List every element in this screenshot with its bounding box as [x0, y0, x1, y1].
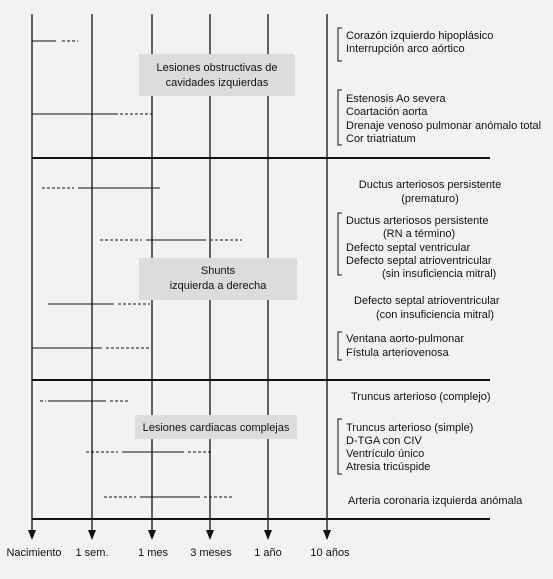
axis-label-1-month: 1 mes — [138, 547, 168, 559]
axis-birth-arrow — [28, 530, 36, 540]
label-avsd-mitral-sub: (con insuficiencia mitral) — [376, 309, 494, 321]
label-vsd: Defecto septal ventricular — [346, 242, 471, 254]
label-tapvr: Drenaje venoso pulmonar anómalo total — [346, 120, 542, 132]
label-truncus-simple: Truncus arterioso (simple) — [346, 422, 474, 434]
brackets — [338, 28, 342, 474]
group-obstructive-title-line2: cavidades izquierdas — [165, 77, 269, 89]
label-hypoplastic-left-heart: Corazón izquierdo hipoplásico — [346, 30, 494, 42]
group-obstructive-box — [139, 54, 295, 96]
axis-1-month-arrow — [148, 530, 156, 540]
bracket-stenosis — [338, 90, 342, 145]
label-avsd-no-mitral: Defecto septal atrioventricular — [346, 255, 492, 267]
axis-label-birth: Nacimiento — [6, 547, 62, 559]
label-coarctation: Coartación aorta — [346, 106, 428, 118]
axis-label-3-months: 3 meses — [190, 547, 232, 559]
label-truncus-complex: Truncus arterioso (complejo) — [351, 391, 491, 403]
axis-1-week-arrow — [88, 530, 96, 540]
axis-label-10-years: 10 años — [310, 547, 350, 559]
label-single-ventricle: Ventrículo único — [346, 448, 425, 460]
label-aortic-stenosis: Estenosis Ao severa — [346, 93, 446, 105]
axis-label-1-year: 1 año — [254, 547, 282, 559]
axis-3-months-arrow — [206, 530, 214, 540]
axis-1-year-arrow — [264, 530, 272, 540]
bracket-ductus-term — [338, 213, 342, 275]
axis-10-years-arrow — [323, 530, 331, 540]
group-obstructive-title-line1: Lesiones obstructivas de — [156, 62, 278, 74]
label-avsd-mitral: Defecto septal atrioventricular — [354, 295, 500, 307]
label-pda-premature-sub: (prematuro) — [401, 193, 459, 205]
group-complex-title: Lesiones cardiacas complejas — [142, 422, 290, 434]
label-ap-window: Ventana aorto-pulmonar — [346, 333, 465, 345]
bracket-ap-window — [338, 332, 342, 360]
group-shunts-title-line1: Shunts — [200, 265, 236, 277]
label-dtga-vsd: D-TGA con CIV — [346, 435, 422, 447]
label-interrupted-aortic-arch: Interrupción arco aórtico — [346, 43, 465, 55]
label-avsd-no-mitral-sub: (sin insuficiencia mitral) — [382, 268, 497, 280]
label-pda-premature: Ductus arteriosos persistente — [358, 179, 502, 191]
group-shunts-title-line2: izquierda a derecha — [169, 280, 267, 292]
group-shunts-box — [139, 258, 297, 300]
label-pda-term-sub: (RN a término) — [383, 228, 456, 240]
condition-labels — [346, 30, 541, 507]
bracket-hypoplastic — [338, 28, 342, 61]
axis-label-1-week: 1 sem. — [75, 547, 109, 559]
label-cor-triatriatum: Cor triatriatum — [346, 133, 416, 145]
group-complex-box — [135, 415, 297, 439]
label-alcapa: Arteria coronaria izquierda anómala — [348, 495, 523, 507]
axis-labels — [6, 547, 350, 559]
label-pda-term: Ductus arteriosos persistente — [346, 215, 489, 227]
label-av-fistula: Fístula arteriovenosa — [346, 347, 449, 359]
label-tricuspid-atresia: Atresia tricúspide — [346, 461, 431, 473]
group-obstructive-background — [139, 54, 295, 96]
bracket-truncus-simple — [338, 419, 342, 474]
